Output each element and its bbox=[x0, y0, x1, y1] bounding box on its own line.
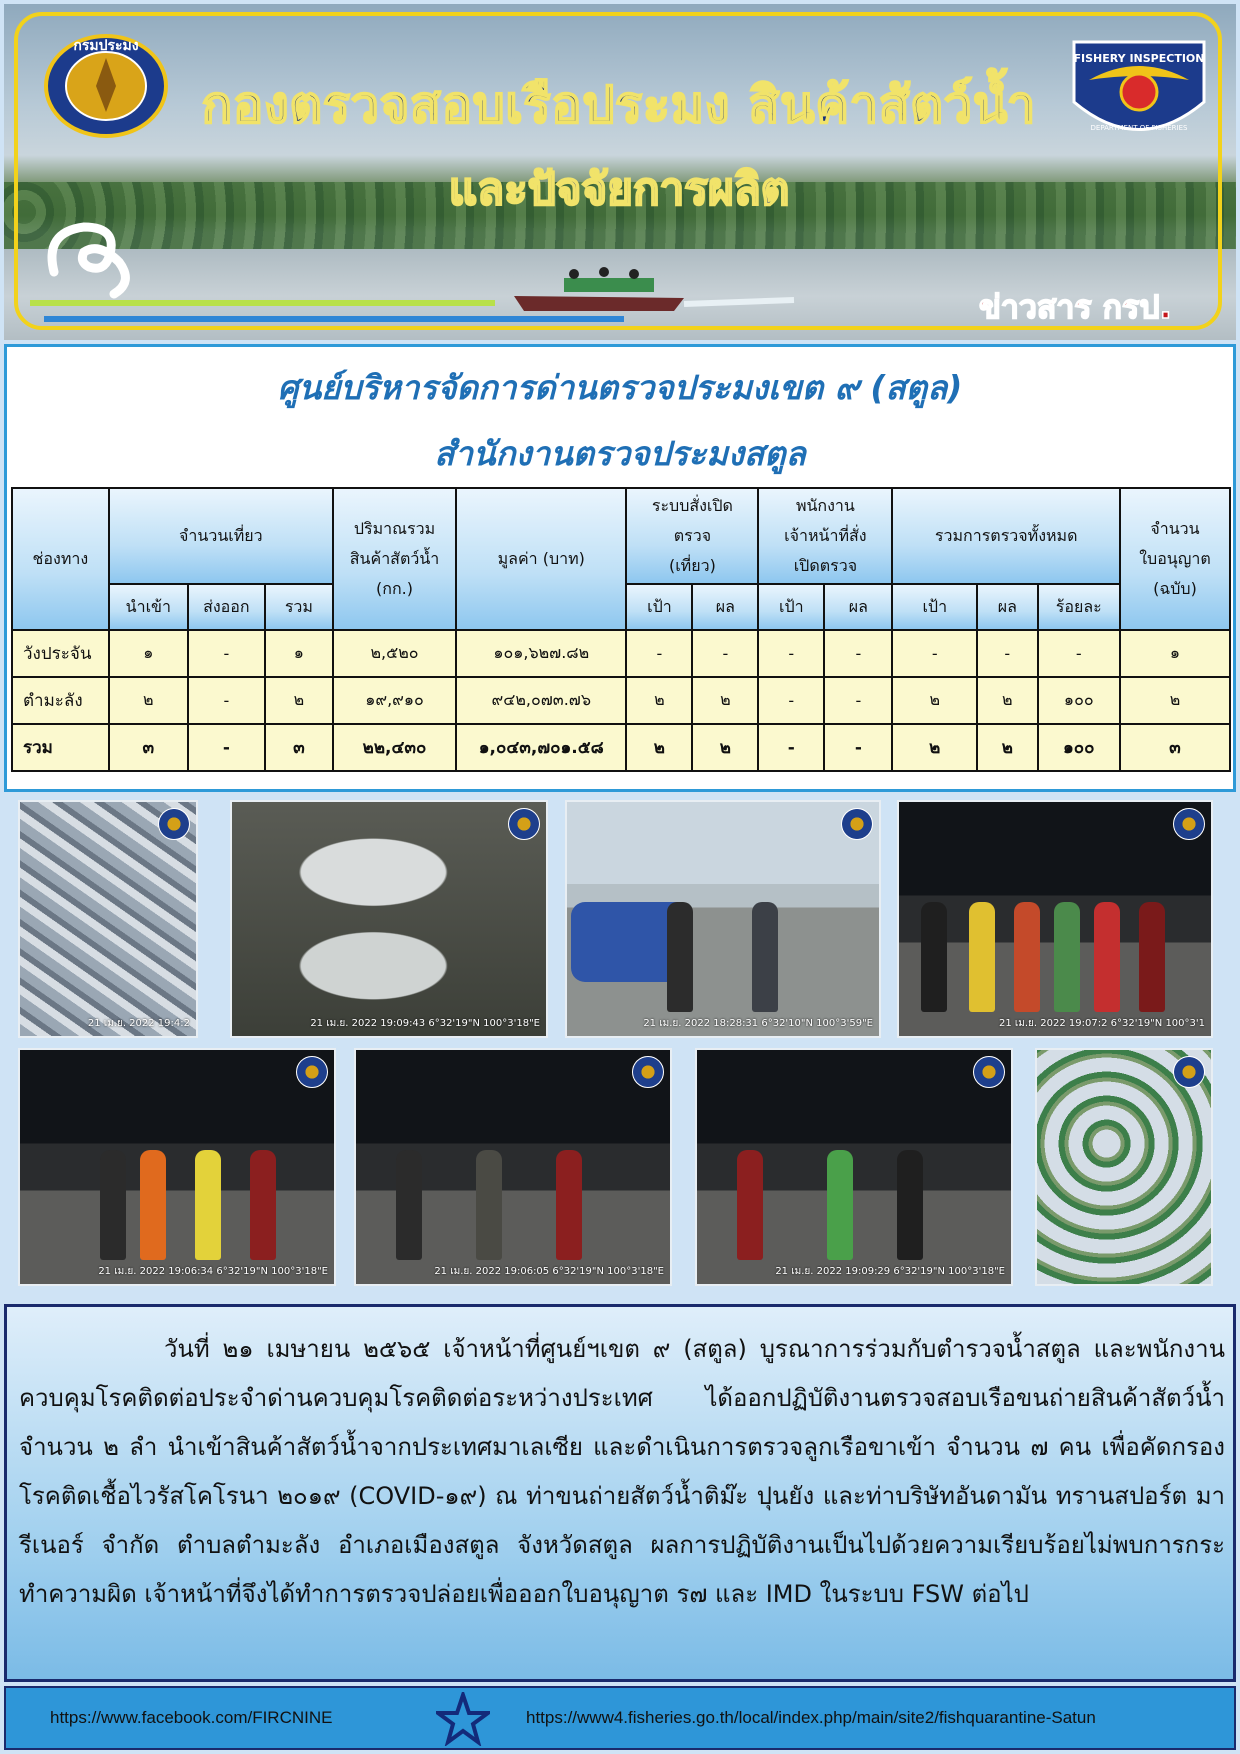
header-trips: จำนวนเที่ยว bbox=[109, 488, 333, 584]
cell-total: ๑ bbox=[265, 630, 333, 677]
person-figure bbox=[556, 1150, 582, 1260]
cell-overall-target: ๒ bbox=[892, 724, 977, 771]
office-title-line2: สำนักงานตรวจประมงสตูล bbox=[434, 434, 806, 473]
photo-watermark-seal bbox=[841, 808, 873, 840]
subheader-total: รวม bbox=[265, 584, 333, 630]
photo-night-inspection-2 bbox=[354, 1048, 672, 1286]
cell-overall-percent: ๑๐๐ bbox=[1038, 724, 1120, 771]
person-figure bbox=[476, 1150, 502, 1260]
photo-fish-crate bbox=[18, 800, 198, 1038]
photo-watermark-seal bbox=[508, 808, 540, 840]
footer-bar bbox=[4, 1686, 1236, 1750]
cell-permits: ๓ bbox=[1120, 724, 1230, 771]
cell-value: ๙๔๒,๐๗๓.๗๖ bbox=[456, 677, 626, 724]
person-figure bbox=[250, 1150, 276, 1260]
photo-watermark-seal bbox=[973, 1056, 1005, 1088]
cell-out: - bbox=[188, 630, 265, 677]
cell-overall-result: ๒ bbox=[977, 724, 1037, 771]
cell-system-result: - bbox=[692, 630, 758, 677]
subheader-out: ส่งออก bbox=[188, 584, 265, 630]
subheader-overall-target: เป้า bbox=[892, 584, 977, 630]
photo-officers-daytime bbox=[565, 800, 881, 1038]
cell-system-target: ๒ bbox=[626, 677, 692, 724]
news-story-box bbox=[4, 1304, 1236, 1682]
header-staff-ordered: พนักงาน เจ้าหน้าที่สั่ง เปิดตรวจ bbox=[758, 488, 892, 584]
photo-watermark-seal bbox=[158, 808, 190, 840]
facebook-link[interactable]: https://www.facebook.com/FIRCNINE bbox=[50, 1708, 333, 1727]
table-row bbox=[12, 630, 1230, 677]
cell-system-target: ๒ bbox=[626, 724, 692, 771]
photo-watermark-seal bbox=[632, 1056, 664, 1088]
cell-staff-target: - bbox=[758, 630, 824, 677]
person-figure bbox=[1139, 902, 1165, 1012]
table-header-row bbox=[12, 488, 1230, 584]
person-figure bbox=[195, 1150, 221, 1260]
header-channel: ช่องทาง bbox=[12, 488, 109, 630]
subheader-system-target: เป้า bbox=[626, 584, 692, 630]
cell-staff-target: - bbox=[758, 724, 824, 771]
photo-pomfret-fish bbox=[230, 800, 548, 1038]
header-overall: รวมการตรวจทั้งหมด bbox=[892, 488, 1120, 584]
statistics-panel bbox=[4, 344, 1236, 792]
cell-system-result: ๒ bbox=[692, 724, 758, 771]
cell-system-result: ๒ bbox=[692, 677, 758, 724]
cell-staff-result: - bbox=[824, 677, 892, 724]
photo-night-inspection-3 bbox=[695, 1048, 1013, 1286]
cell-overall-target: - bbox=[892, 630, 977, 677]
cell-total: ๒ bbox=[265, 677, 333, 724]
header-system-ordered: ระบบสั่งเปิด ตรวจ (เที่ยว) bbox=[626, 488, 758, 584]
photo-watermark-seal bbox=[1173, 1056, 1205, 1088]
table-row bbox=[12, 677, 1230, 724]
photo-timestamp: 21 เม.ย. 2022 19:4:2 bbox=[87, 1018, 190, 1029]
news-story-text: วันที่ ๒๑ เมษายน ๒๕๖๕ เจ้าหน้าที่ศูนย์ฯเขต ๙ (สตูล) บูรณาการร่วมกับตำรวจน้ำสตูล และพนักงานควบคุมโรคติดต่อประจำด่านควบคุมโรคติดต่อระหว่างประเทศ ได้ออกปฏิบัติงานตรวจสอบเรือขนถ่ายสินค้าสัตว์น้ำ จำนวน ๒ ลำ นำเข้าสินค้าสัตว์น้ำจากประเทศมาเลเซีย และดำเนินการตรวจลูกเรือขาเข้า จำนวน ๗ คน เพื่อคัดกรองโรคติดเชื้อไวรัสโคโรนา ๒๐๑๙ (COVID-๑๙) ณ ท่าขนถ่ายสัตว์น้ำติม๊ะ ปุนยัง และท่าบริษัทอันดามัน ทรานสปอร์ต มารีเนอร์ จำกัด ตำบลตำมะลัง อำเภอเมืองสตูล จังหวัดสตูล ผลการปฏิบัติงานเป็นไปด้วยความเรียบร้อยไม่พบการกระทำความผิด เจ้าหน้าที่จึงได้ทำการตรวจปล่อยเพื่อออกใบอนุญาต ร๗ และ IMD ในระบบ FSW ต่อไป bbox=[19, 1335, 1225, 1608]
subheader-staff-target: เป้า bbox=[758, 584, 824, 630]
cell-total: ๓ bbox=[265, 724, 333, 771]
person-figure bbox=[827, 1150, 853, 1260]
accent-bar-green bbox=[30, 300, 495, 306]
cell-in: ๑ bbox=[109, 630, 188, 677]
photo-timestamp: 21 เม.ย. 2022 19:06:05 6°32'19"N 100°3'18"E bbox=[434, 1266, 664, 1277]
cell-permits: ๑ bbox=[1120, 630, 1230, 677]
cell-permits: ๒ bbox=[1120, 677, 1230, 724]
star-icon bbox=[436, 1692, 490, 1746]
person-figure bbox=[969, 902, 995, 1012]
number-nine-emblem bbox=[34, 202, 144, 302]
cell-system-target: - bbox=[626, 630, 692, 677]
subheader-staff-result: ผล bbox=[824, 584, 892, 630]
cell-out: - bbox=[188, 724, 265, 771]
cell-value: ๑,๐๔๓,๗๐๑.๕๘ bbox=[456, 724, 626, 771]
fishery-inspection-logo bbox=[1064, 32, 1214, 150]
cell-value: ๑๐๑,๖๒๗.๘๒ bbox=[456, 630, 626, 677]
cell-overall-target: ๒ bbox=[892, 677, 977, 724]
left-logo-text: กรมประมง bbox=[73, 38, 139, 54]
header-value: มูลค่า (บาท) bbox=[456, 488, 626, 630]
photo-night-inspection-1 bbox=[18, 1048, 336, 1286]
person-figure bbox=[1094, 902, 1120, 1012]
person-figure bbox=[897, 1150, 923, 1260]
photo-watermark-seal bbox=[1173, 808, 1205, 840]
subheader-system-result: ผล bbox=[692, 584, 758, 630]
header-banner bbox=[4, 4, 1236, 340]
photo-timestamp: 21 เม.ย. 2022 18:28:31 6°32'10"N 100°3'59"E bbox=[643, 1018, 873, 1029]
person-figure bbox=[1054, 902, 1080, 1012]
cell-overall-percent: - bbox=[1038, 630, 1120, 677]
cell-out: - bbox=[188, 677, 265, 724]
officer-figure bbox=[752, 902, 778, 1012]
cell-in: ๒ bbox=[109, 677, 188, 724]
news-tag: ข่าวสาร กรป. bbox=[979, 288, 1172, 326]
boat-illustration bbox=[504, 256, 804, 316]
cell-staff-result: - bbox=[824, 724, 892, 771]
person-figure bbox=[921, 902, 947, 1012]
person-figure bbox=[140, 1150, 166, 1260]
officer-figure bbox=[667, 902, 693, 1012]
photo-timestamp: 21 เม.ย. 2022 19:09:43 6°32'19"N 100°3'18"E bbox=[310, 1018, 540, 1029]
subheader-in: นำเข้า bbox=[109, 584, 188, 630]
department-of-fisheries-logo bbox=[42, 32, 170, 140]
banner-title-line2: และปัจจัยการผลิต bbox=[448, 164, 790, 215]
photo-timestamp: 21 เม.ย. 2022 19:09:29 6°32'19"N 100°3'18"E bbox=[775, 1266, 1005, 1277]
person-figure bbox=[737, 1150, 763, 1260]
subheader-overall-result: ผล bbox=[977, 584, 1037, 630]
cell-channel: รวม bbox=[12, 724, 109, 771]
subheader-overall-percent: ร้อยละ bbox=[1038, 584, 1120, 630]
header-quantity: ปริมาณรวม สินค้าสัตว์น้ำ (กก.) bbox=[333, 488, 456, 630]
person-figure bbox=[100, 1150, 126, 1260]
cell-overall-result: ๒ bbox=[977, 677, 1037, 724]
photo-crew-screening bbox=[897, 800, 1213, 1038]
header-permits: จำนวน ใบอนุญาต (ฉบับ) bbox=[1120, 488, 1230, 630]
photo-watermark-seal bbox=[296, 1056, 328, 1088]
photo-timestamp: 21 เม.ย. 2022 19:07:2 6°32'19"N 100°3'1 bbox=[998, 1018, 1205, 1029]
cell-staff-result: - bbox=[824, 630, 892, 677]
cell-quantity: ๒๒,๔๓๐ bbox=[333, 724, 456, 771]
cell-overall-percent: ๑๐๐ bbox=[1038, 677, 1120, 724]
person-figure bbox=[396, 1150, 422, 1260]
right-logo-text-bottom: DEPARTMENT OF FISHERIES bbox=[1090, 124, 1188, 132]
cell-overall-result: - bbox=[977, 630, 1037, 677]
photo-fish-net bbox=[1035, 1048, 1213, 1286]
banner-title-line1: กองตรวจสอบเรือประมง สินค้าสัตว์น้ำ bbox=[201, 76, 1037, 134]
office-title-line1: ศูนย์บริหารจัดการด่านตรวจประมงเขต ๙ (สตูล) bbox=[277, 368, 963, 407]
cell-quantity: ๒,๕๒๐ bbox=[333, 630, 456, 677]
person-figure bbox=[1014, 902, 1040, 1012]
accent-bar-blue bbox=[44, 316, 624, 322]
cell-quantity: ๑๙,๙๑๐ bbox=[333, 677, 456, 724]
photo-timestamp: 21 เม.ย. 2022 19:06:34 6°32'19"N 100°3'18"E bbox=[98, 1266, 328, 1277]
cell-in: ๓ bbox=[109, 724, 188, 771]
cell-channel: วังประจัน bbox=[12, 630, 109, 677]
right-logo-text-top: FISHERY INSPECTION bbox=[1073, 52, 1205, 65]
inspection-statistics-table bbox=[11, 487, 1231, 772]
cell-channel: ตำมะลัง bbox=[12, 677, 109, 724]
table-total-row bbox=[12, 724, 1230, 771]
cell-staff-target: - bbox=[758, 677, 824, 724]
website-link[interactable]: https://www4.fisheries.go.th/local/index.php/main/site2/fishquarantine-Satun bbox=[526, 1708, 1096, 1727]
